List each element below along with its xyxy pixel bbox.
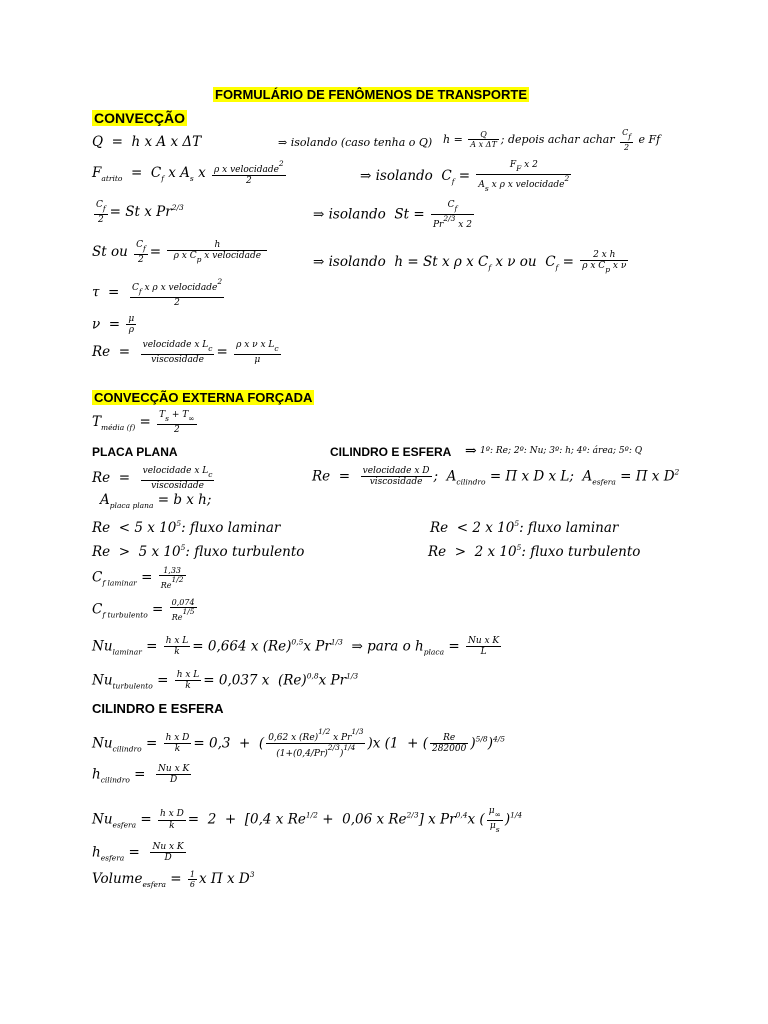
note-isolando-q: ⇒ isolando (caso tenha o Q): [278, 136, 433, 149]
formula-re-laminar-placa: Re < 5 x $10^5$: fluxo laminar: [92, 519, 281, 536]
formula-nu-esfera: $Nu_{esfera}$ = $\frac{\text{h x D}}{k}$ = 2 + [0,4 x $Re^{1/2} + 0,06$ x $Re^{2/3}$] x Pr$^{0,4}$x ( $\frac{\mu_\infty}{\mu_s}$ )$^{1/4}$: [92, 806, 523, 834]
formula-cf-isolated: ⇒ isolando $C_f$ = $\frac{F_F x 2}{A_s x \rho x velocidade^2}$: [360, 160, 570, 193]
section-heading-cilindro-esfera: CILINDRO E ESFERA: [92, 701, 224, 716]
formula-q-convection: Q = h x A x ΔT: [92, 134, 202, 150]
formula-nu: ν = $\frac{\mu}{\rho}$: [92, 314, 135, 336]
formula-cf-turbulento: $C_{f turbulento}$ = $\frac{0,074}{Re1/5}$: [92, 598, 195, 623]
formula-nu-laminar: $Nu_{laminar}$ = $\frac{\text{h x L}}{k}$ = 0,664 x $(Re)^{0,5}x$ $Pr^{1/3}$ ⇒ para o $h_{placa}$ = $\frac{\text{Nu x K}}{L}$: [92, 636, 500, 658]
formula-re-placa: Re = $\frac{velocidade x L_c}{\text{viscosidade}}$: [92, 466, 213, 491]
section-heading-conveccao-externa: CONVECÇÃO EXTERNA FORÇADA: [94, 390, 313, 405]
cilindro-order-note: 1º: Re; 2º: Nu; 3º: h; 4º: área; 5º: Q: [480, 446, 643, 456]
formula-re-turbulento-cilindro: Re > 2 x $10^5$: fluxo turbulento: [428, 543, 641, 560]
formula-reynolds: Re = $\frac{velocidade x L_c}{\text{viscosidade}}$ = $\frac{\rho x \nu x L_c}{\mu}$: [92, 340, 279, 365]
formula-f-atrito: $F_{atrito} = C_f$ x $A_s$ x $\frac{\rho x velocidade^2}{2}$: [92, 159, 284, 187]
formula-stanton-pr: $\frac{C_f}{2}$ = St x $Pr^{2/3}$: [96, 200, 184, 225]
formula-h-from-q: h = $\frac{Q}{\text{A x ΔT}}$ ; depois achar achar $\frac{Cf}{2}$ e Ff: [443, 128, 661, 152]
arrow-icon: ⇒: [465, 443, 477, 459]
formula-h-cilindro: $h_{cilindro}$ = $\frac{\text{Nu x K}}{D}$: [92, 764, 190, 786]
formula-nu-turbulento: $Nu_{turbulento}$ = $\frac{\text{h x L}}{k}$ = 0,037 x $(Re)^{0,8}x$ $Pr^{1/3}$: [92, 670, 359, 692]
formula-re-cilindro: Re = $\frac{\text{velocidade x D}}{\text{viscosidade}}$ ; $A_{cilindro} = \Pi$ x D x L; $A_{esfera} = \Pi$ x $D^2$: [312, 466, 680, 488]
formula-st-h: St ou $\frac{C_f}{2}$ = $\frac{h}{\rho x C_p x velocidade}$: [92, 240, 269, 265]
formula-nu-cilindro: $Nu_{cilindro}$ = $\frac{\text{h x D}}{k}$ = 0,3 + ( $\frac{0,62 x (Re)^{1/2} x Pr^{1/3}}{(1+(0,4/Pr)^{2/3})^{1/4}}$ )x (1 + ( $\frac{Re}{282000}$ )$^{5/8}$)$^{4/5}$: [92, 727, 506, 760]
formula-re-laminar-cilindro: Re < 2 x $10^5$: fluxo laminar: [430, 519, 619, 536]
formula-re-turbulento-placa: Re > 5 x $10^5$: fluxo turbulento: [92, 543, 305, 560]
formula-cf-laminar: $C_{f laminar}$ = $\frac{1,33}{Re1/2}$: [92, 566, 184, 591]
formula-a-placa: $A_{placa plana} = b$ x h;: [100, 492, 212, 510]
label-cilindro-esfera-inline: CILINDRO E ESFERA: [330, 445, 452, 459]
section-heading-conveccao: CONVECÇÃO: [94, 110, 186, 126]
formula-h-esfera: $h_{esfera}$ = $\frac{\text{Nu x K}}{D}$: [92, 842, 184, 864]
note-depois-achar: ; depois achar: [500, 132, 580, 146]
page-title: FORMULÁRIO DE FENÔMENOS DE TRANSPORTE: [215, 87, 528, 102]
formula-tau: τ = $\frac{C_f x \rho x velocidade^2}{2}$: [92, 277, 223, 308]
formula-volume-esfera: Volume$_{esfera}$ = $\frac{1}{6}$ x Π x $D^3$: [92, 870, 255, 890]
formula-st-isolated: ⇒ isolando St = $\frac{C_f}{Pr^{2/3} x 2}$: [313, 200, 472, 230]
formula-h-isolated: ⇒ isolando h = St x ρ x $C_f$ x ν ou $C_f$ = $\frac{\text{2 x h}}{\rho x C_p x \nu}$: [313, 250, 627, 275]
label-placa-plana: PLACA PLANA: [92, 445, 178, 459]
formula-t-media: $T_{média (f)}$ = $\frac{T_s + T_\infty}{2}$: [92, 410, 195, 435]
